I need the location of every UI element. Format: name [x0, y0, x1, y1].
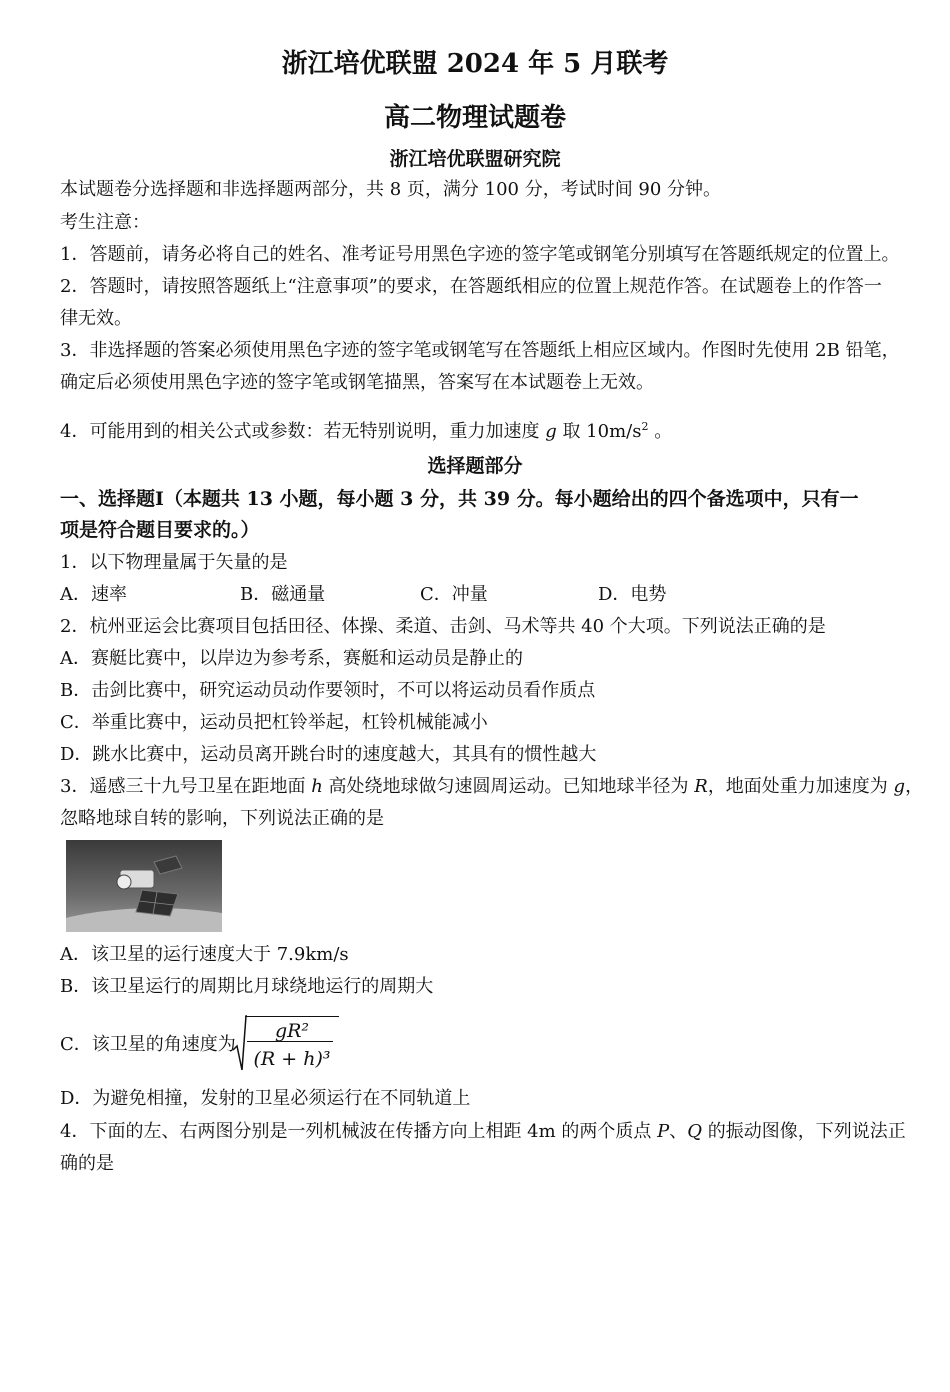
- section-heading-a: 一、选择题Ⅰ（本题共 13 小题，每小题 3 分，共 39 分。每小题给出的四个备选项中，只有一: [60, 488, 859, 510]
- q2-option-c: C．举重比赛中，运动员把杠铃举起，杠铃机械能减小: [60, 712, 488, 733]
- formula-numerator: gR²: [274, 1020, 310, 1042]
- satellite-photo: [66, 840, 222, 932]
- q3-stem-a: [60, 775, 923, 799]
- q1-option-a: A．速率: [60, 584, 127, 605]
- q2-option-b: B．击剑比赛中，研究运动员动作要领时，不可以将运动员看作质点: [60, 680, 596, 701]
- intro-line: 本试题卷分选择题和非选择题两部分，共 8 页，满分 100 分，考试时间 90 分钟。: [60, 179, 722, 200]
- satellite-photo-art: [66, 840, 222, 932]
- notice-title: 考生注意：: [60, 212, 150, 233]
- q2-option-d: D．跳水比赛中，运动员离开跳台时的速度越大，其具有的惯性越大: [60, 744, 597, 765]
- exam-subtitle: 高二物理试题卷: [383, 103, 566, 133]
- notice-3b: 确定后必须使用黑色字迹的签字笔或钢笔描黑，答案写在本试题卷上无效。: [60, 372, 654, 393]
- q4-stem-text2: 的振动图像，下列说法正: [707, 1121, 906, 1142]
- notice-2a: 2．答题时，请按照答题纸上“注意事项”的要求，在答题纸相应的位置上规范作答。在试题卷上的作答一: [60, 276, 882, 297]
- q1-option-b: B．磁通量: [240, 584, 326, 605]
- q3-var-g: g: [893, 776, 906, 797]
- q3-stem-text2: 高处绕地球做匀速圆周运动。已知地球半径为: [328, 776, 689, 797]
- notice-3a: 3．非选择题的答案必须使用黑色字迹的签字笔或钢笔写在答题纸上相应区域内。作图时先使用 2B 铅笔，: [60, 340, 900, 361]
- notice-4-end: 。: [654, 421, 673, 442]
- q3-stem-text3: ，地面处重力加速度为: [707, 776, 888, 797]
- q3-option-c: C．该卫星的角速度为: [60, 1034, 236, 1055]
- fraction-bar: [247, 1041, 333, 1042]
- notice-1: 1．答题前，请务必将自己的姓名、准考证号用黑色字迹的签字笔或钢笔分别填写在答题纸规定的位置上。: [60, 244, 900, 265]
- section-title: 选择题部分: [427, 455, 523, 477]
- q3-var-h: h: [311, 776, 323, 797]
- q4-stem-text1: 4．下面的左、右两图分别是一列机械波在传播方向上相距 4m 的两个质点: [60, 1121, 652, 1142]
- notice-2b: 律无效。: [60, 308, 132, 329]
- q2-option-a: A．赛艇比赛中，以岸边为参考系，赛艇和运动员是静止的: [60, 648, 523, 669]
- q4-var-p: P: [657, 1121, 670, 1142]
- q2-stem: 2．杭州亚运会比赛项目包括田径、体操、柔道、击剑、马术等共 40 个大项。下列说法正确的是: [60, 616, 826, 637]
- q4-stem-a: [60, 1120, 906, 1144]
- q1-option-c: C．冲量: [420, 584, 488, 605]
- notice-4-text: 4．可能用到的相关公式或参数：若无特别说明，重力加速度: [60, 421, 540, 442]
- q3-option-b: B．该卫星运行的周期比月球绕地运行的周期大: [60, 976, 434, 997]
- q4-var-q: Q: [687, 1121, 703, 1142]
- q3-option-d: D．为避免相撞，发射的卫星必须运行在不同轨道上: [60, 1088, 471, 1109]
- q4-sep: 、: [669, 1121, 688, 1142]
- notice-4-g: g: [545, 421, 557, 442]
- section-heading-b: 项是符合题目要求的。）: [60, 519, 260, 541]
- formula-denominator: (R + h)³: [253, 1048, 331, 1070]
- notice-4: [60, 415, 672, 444]
- q3-var-r: R: [694, 776, 708, 797]
- q1-stem: 1．以下物理量属于矢量的是: [60, 552, 288, 573]
- q3-stem-b: 忽略地球自转的影响，下列说法正确的是: [60, 808, 384, 829]
- q3-stem-text1: 3．遥感三十九号卫星在距地面: [60, 776, 306, 797]
- q4-stem-b: 确的是: [60, 1153, 114, 1174]
- notice-4-mid: 取 10m/s: [562, 421, 642, 442]
- radical-bar: [245, 1016, 339, 1073]
- notice-4-sup: 2: [641, 420, 649, 433]
- q3-stem-text4: ，: [905, 776, 924, 797]
- q3-option-a: A．该卫星的运行速度大于 7.9km/s: [60, 944, 349, 965]
- exam-title: 浙江培优联盟 2024 年 5 月联考: [281, 49, 669, 79]
- exam-organizer: 浙江培优联盟研究院: [389, 148, 561, 170]
- q1-option-d: D．电势: [598, 584, 667, 605]
